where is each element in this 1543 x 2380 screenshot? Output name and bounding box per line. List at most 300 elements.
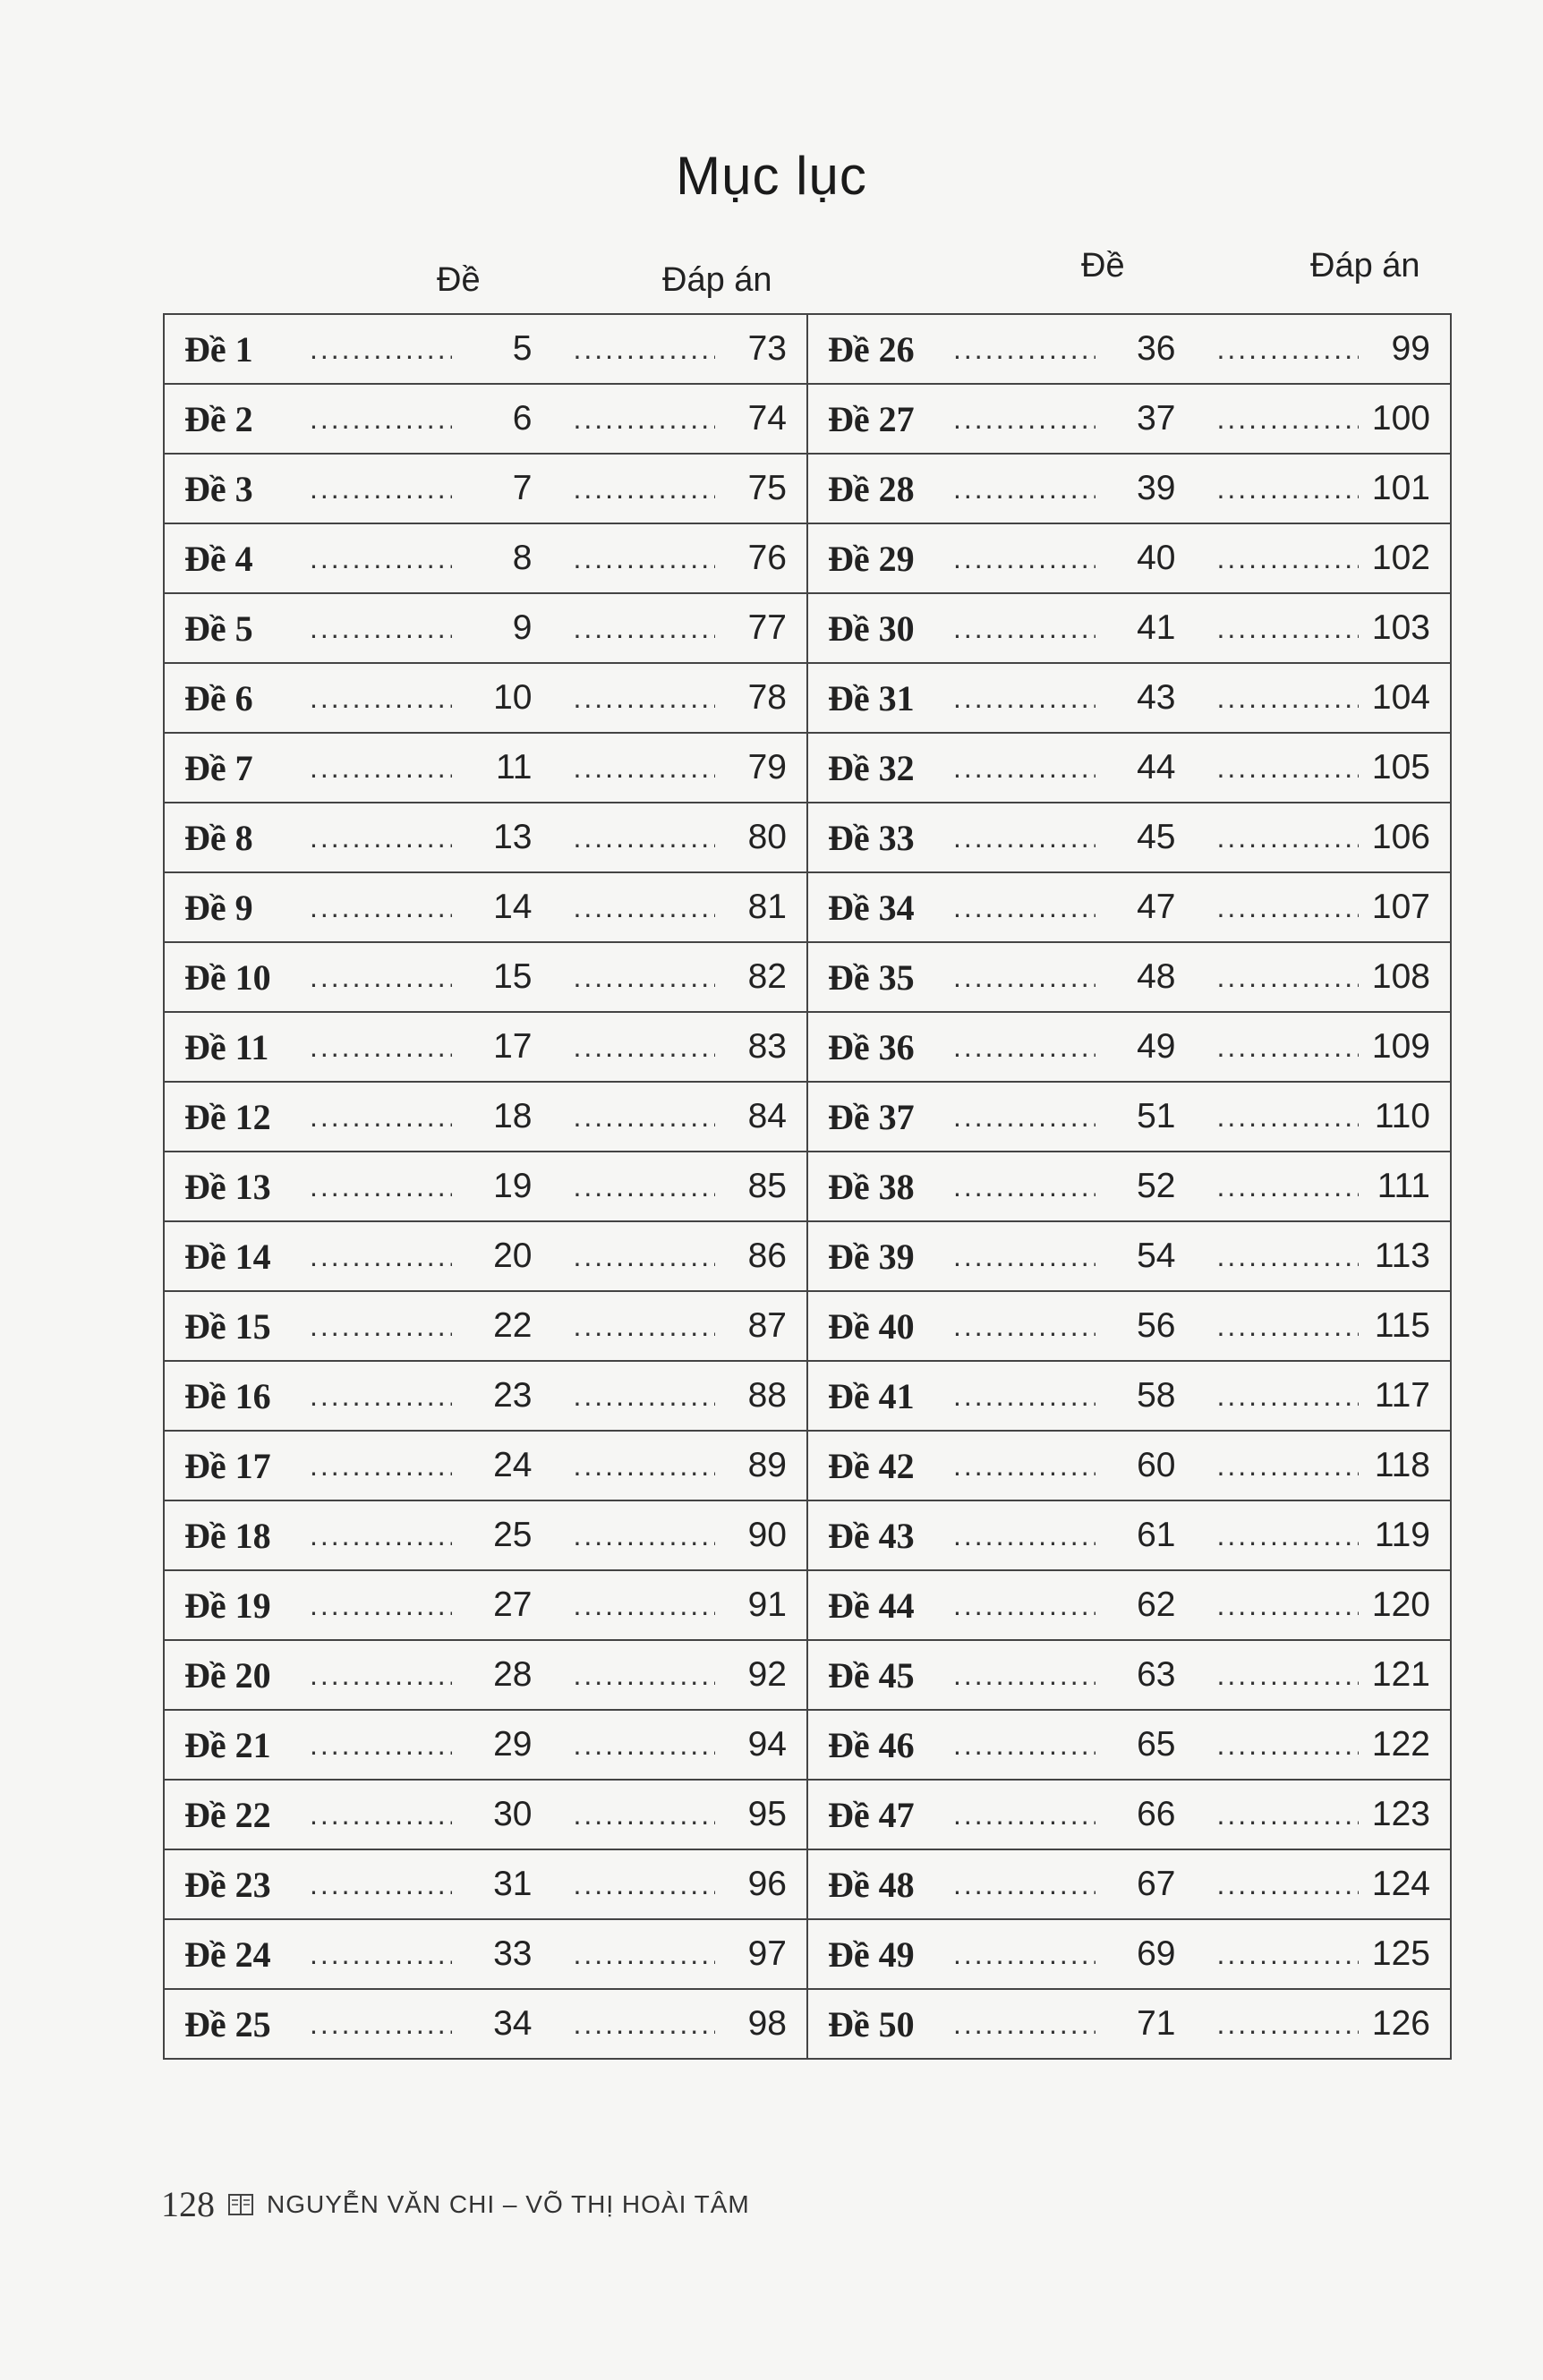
leader-dots (310, 612, 452, 645)
toc-cell-left (164, 803, 807, 872)
toc-entry (828, 398, 1430, 440)
entry-page: 20 (493, 1237, 533, 1275)
leader-dots (1217, 1798, 1360, 1832)
entry-page: 6 (512, 399, 533, 438)
table-row (164, 1431, 1451, 1500)
toc-cell-left (164, 1152, 807, 1221)
entry-page: 24 (493, 1446, 533, 1484)
toc-cell-right (807, 593, 1451, 663)
leader-dots (953, 542, 1095, 575)
toc-entry (184, 956, 787, 999)
page-title: Mục lục (676, 146, 867, 206)
toc-cell-left (164, 1570, 807, 1640)
toc-entry (828, 747, 1430, 789)
entry-page: 19 (493, 1167, 533, 1205)
toc-cell-right (807, 663, 1451, 733)
leader-dots (1217, 1170, 1360, 1203)
table-row (164, 1919, 1451, 1989)
toc-entry (828, 1934, 1430, 1976)
leader-dots (310, 1938, 452, 1971)
entry-answer-page: 122 (1371, 1725, 1430, 1764)
entry-page: 66 (1137, 1795, 1176, 1833)
entry-label: Đề 47 (828, 1794, 915, 1835)
leader-dots (310, 1449, 452, 1483)
leader-dots (574, 1170, 716, 1203)
leader-dots (310, 2008, 452, 2041)
entry-page: 39 (1137, 469, 1176, 507)
toc-entry (828, 956, 1430, 999)
leader-dots (574, 752, 716, 785)
leader-dots (574, 472, 716, 506)
entry-answer-page: 121 (1371, 1655, 1430, 1694)
table-row (164, 663, 1451, 733)
table-row (164, 1780, 1451, 1849)
leader-dots (310, 1310, 452, 1343)
entry-answer-page: 96 (747, 1865, 787, 1903)
toc-body (164, 314, 1451, 2059)
leader-dots (1217, 1240, 1360, 1273)
leader-dots (1217, 542, 1360, 575)
leader-dots (953, 472, 1095, 506)
leader-dots (310, 1868, 452, 1901)
entry-answer-page: 111 (1377, 1167, 1430, 1205)
entry-label: Đề 22 (184, 1794, 271, 1835)
entry-label: Đề 37 (828, 1096, 915, 1137)
entry-label: Đề 46 (828, 1724, 915, 1765)
entry-answer-page: 99 (1391, 329, 1430, 368)
entry-label: Đề 16 (184, 1375, 271, 1416)
leader-dots (1217, 821, 1360, 854)
toc-entry (184, 747, 787, 789)
entry-page: 41 (1137, 608, 1176, 647)
entry-label: Đề 15 (184, 1305, 271, 1347)
entry-label: Đề 11 (184, 1026, 269, 1067)
leader-dots (953, 333, 1095, 366)
entry-page: 30 (493, 1795, 533, 1833)
entry-label: Đề 43 (828, 1515, 915, 1556)
toc-entry (184, 1585, 787, 1627)
toc-entry (184, 608, 787, 650)
toc-entry (184, 1934, 787, 1976)
entry-label: Đề 31 (828, 677, 915, 718)
book-icon (227, 2191, 254, 2218)
entry-answer-page: 90 (747, 1516, 787, 1554)
table-row (164, 523, 1451, 593)
toc-cell-left (164, 1221, 807, 1291)
leader-dots (953, 1868, 1095, 1901)
entry-label: Đề 3 (184, 468, 253, 509)
entry-answer-page: 124 (1371, 1865, 1430, 1903)
entry-answer-page: 118 (1374, 1446, 1430, 1484)
leader-dots (310, 1380, 452, 1413)
entry-page: 67 (1137, 1865, 1176, 1903)
table-row (164, 1989, 1451, 2059)
leader-dots (953, 1101, 1095, 1134)
toc-cell-right (807, 872, 1451, 942)
table-row (164, 1500, 1451, 1570)
leader-dots (953, 821, 1095, 854)
entry-page: 43 (1137, 678, 1176, 717)
toc-entry (828, 1445, 1430, 1487)
entry-answer-page: 107 (1371, 888, 1430, 926)
toc-cell-right (807, 1221, 1451, 1291)
entry-label: Đề 7 (184, 747, 253, 788)
entry-answer-page: 76 (747, 539, 787, 577)
leader-dots (310, 1170, 452, 1203)
leader-dots (574, 682, 716, 715)
leader-dots (953, 612, 1095, 645)
toc-entry (184, 1654, 787, 1696)
toc-entry (184, 1236, 787, 1278)
entry-page: 18 (493, 1097, 533, 1135)
entry-page: 10 (493, 678, 533, 717)
leader-dots (953, 1380, 1095, 1413)
entry-answer-page: 106 (1371, 818, 1430, 856)
entry-page: 45 (1137, 818, 1176, 856)
toc-entry (828, 1654, 1430, 1696)
table-row (164, 733, 1451, 803)
entry-answer-page: 84 (747, 1097, 787, 1135)
toc-entry (828, 817, 1430, 859)
entry-answer-page: 94 (747, 1725, 787, 1764)
entry-page: 7 (512, 469, 533, 507)
toc-entry (828, 328, 1430, 370)
table-row (164, 1849, 1451, 1919)
toc-cell-left (164, 1640, 807, 1710)
toc-cell-left (164, 1849, 807, 1919)
leader-dots (574, 1589, 716, 1622)
leader-dots (1217, 472, 1360, 506)
entry-page: 62 (1137, 1585, 1176, 1624)
entry-page: 65 (1137, 1725, 1176, 1764)
leader-dots (953, 403, 1095, 436)
toc-entry (828, 1724, 1430, 1766)
leader-dots (310, 1031, 452, 1064)
leader-dots (1217, 682, 1360, 715)
leader-dots (1217, 1729, 1360, 1762)
entry-page: 25 (493, 1516, 533, 1554)
entry-answer-page: 119 (1374, 1516, 1430, 1554)
entry-answer-page: 109 (1371, 1027, 1430, 1066)
entry-page: 61 (1137, 1516, 1176, 1554)
leader-dots (574, 612, 716, 645)
entry-answer-page: 74 (747, 399, 787, 438)
entry-page: 58 (1137, 1376, 1176, 1415)
table-row (164, 1152, 1451, 1221)
entry-page: 28 (493, 1655, 533, 1694)
leader-dots (574, 1310, 716, 1343)
authors: NGUYỄN VĂN CHI – VÕ THỊ HOÀI TÂM (267, 2189, 750, 2218)
entry-label: Đề 35 (828, 956, 915, 998)
toc-cell-left (164, 872, 807, 942)
entry-answer-page: 103 (1371, 608, 1430, 647)
toc-cell-left (164, 314, 807, 384)
leader-dots (574, 1031, 716, 1064)
toc-cell-right (807, 454, 1451, 523)
entry-page: 40 (1137, 539, 1176, 577)
page-number: 128 (161, 2184, 215, 2224)
toc-cell-left (164, 1989, 807, 2059)
toc-cell-left (164, 1780, 807, 1849)
leader-dots (574, 1938, 716, 1971)
toc-entry (184, 1375, 787, 1417)
entry-answer-page: 86 (747, 1237, 787, 1275)
leader-dots (953, 1170, 1095, 1203)
entry-label: Đề 5 (184, 608, 253, 649)
page-footer (161, 2183, 750, 2225)
entry-answer-page: 92 (747, 1655, 787, 1694)
toc-entry (184, 1724, 787, 1766)
leader-dots (574, 961, 716, 994)
toc-cell-right (807, 733, 1451, 803)
toc-cell-left (164, 523, 807, 593)
header-de-right: Đề (1081, 247, 1125, 285)
toc-entry (184, 1445, 787, 1487)
entry-label: Đề 12 (184, 1096, 271, 1137)
leader-dots (1217, 1519, 1360, 1552)
leader-dots (310, 1659, 452, 1692)
leader-dots (953, 1240, 1095, 1273)
entry-page: 29 (493, 1725, 533, 1764)
leader-dots (953, 1729, 1095, 1762)
entry-page: 54 (1137, 1237, 1176, 1275)
toc-cell-left (164, 454, 807, 523)
entry-answer-page: 88 (747, 1376, 787, 1415)
entry-answer-page: 102 (1371, 539, 1430, 577)
toc-cell-left (164, 1291, 807, 1361)
leader-dots (953, 682, 1095, 715)
entry-page: 31 (493, 1865, 533, 1903)
toc-entry (184, 1166, 787, 1208)
toc-cell-left (164, 1082, 807, 1152)
toc-cell-left (164, 942, 807, 1012)
leader-dots (574, 1240, 716, 1273)
toc-cell-right (807, 942, 1451, 1012)
entry-answer-page: 98 (747, 2004, 787, 2043)
entry-page: 5 (512, 329, 533, 368)
header-dap-an-right: Đáp án (1310, 247, 1420, 285)
entry-label: Đề 45 (828, 1654, 915, 1696)
entry-page: 34 (493, 2004, 533, 2043)
toc-entry (184, 2003, 787, 2045)
entry-answer-page: 95 (747, 1795, 787, 1833)
toc-entry (828, 1166, 1430, 1208)
leader-dots (574, 1380, 716, 1413)
leader-dots (310, 682, 452, 715)
leader-dots (953, 1798, 1095, 1832)
leader-dots (574, 333, 716, 366)
toc-cell-right (807, 1082, 1451, 1152)
leader-dots (1217, 1659, 1360, 1692)
table-row (164, 314, 1451, 384)
entry-answer-page: 78 (747, 678, 787, 717)
toc-cell-left (164, 593, 807, 663)
entry-label: Đề 29 (828, 538, 915, 579)
entry-page: 8 (512, 539, 533, 577)
toc-cell-right (807, 1291, 1451, 1361)
toc-cell-left (164, 1919, 807, 1989)
toc-cell-left (164, 1710, 807, 1780)
entry-answer-page: 100 (1371, 399, 1430, 438)
leader-dots (310, 891, 452, 924)
toc-entry (828, 1515, 1430, 1557)
leader-dots (1217, 1101, 1360, 1134)
entry-answer-page: 85 (747, 1167, 787, 1205)
leader-dots (953, 1031, 1095, 1064)
leader-dots (1217, 961, 1360, 994)
entry-page: 27 (493, 1585, 533, 1624)
entry-page: 22 (493, 1306, 533, 1345)
entry-answer-page: 104 (1371, 678, 1430, 717)
entry-answer-page: 79 (747, 748, 787, 786)
entry-answer-page: 81 (747, 888, 787, 926)
leader-dots (574, 1449, 716, 1483)
leader-dots (1217, 1938, 1360, 1971)
toc-cell-left (164, 1361, 807, 1431)
entry-page: 14 (493, 888, 533, 926)
toc-cell-left (164, 384, 807, 454)
entry-answer-page: 97 (747, 1934, 787, 1973)
leader-dots (310, 1240, 452, 1273)
toc-cell-right (807, 1012, 1451, 1082)
entry-answer-page: 101 (1371, 469, 1430, 507)
toc-entry (184, 1515, 787, 1557)
entry-answer-page: 115 (1374, 1306, 1430, 1345)
toc-entry (828, 677, 1430, 719)
entry-label: Đề 4 (184, 538, 253, 579)
entry-label: Đề 8 (184, 817, 253, 858)
entry-answer-page: 77 (747, 608, 787, 647)
toc-cell-right (807, 1780, 1451, 1849)
leader-dots (953, 1449, 1095, 1483)
toc-entry (184, 817, 787, 859)
header-dap-an-left: Đáp án (662, 261, 772, 299)
leader-dots (1217, 1310, 1360, 1343)
toc-cell-left (164, 1500, 807, 1570)
leader-dots (1217, 1031, 1360, 1064)
leader-dots (953, 891, 1095, 924)
toc-entry (184, 538, 787, 580)
leader-dots (1217, 891, 1360, 924)
leader-dots (1217, 1380, 1360, 1413)
toc-entry (184, 468, 787, 510)
entry-answer-page: 117 (1374, 1376, 1430, 1415)
entry-page: 11 (496, 748, 533, 786)
leader-dots (1217, 1589, 1360, 1622)
toc-entry (828, 608, 1430, 650)
table-row (164, 1710, 1451, 1780)
table-row (164, 1291, 1451, 1361)
toc-cell-left (164, 663, 807, 733)
toc-entry (828, 1026, 1430, 1068)
table-row (164, 384, 1451, 454)
entry-answer-page: 75 (747, 469, 787, 507)
leader-dots (310, 961, 452, 994)
entry-label: Đề 28 (828, 468, 915, 509)
leader-dots (574, 1519, 716, 1552)
entry-label: Đề 26 (828, 328, 915, 370)
leader-dots (574, 1798, 716, 1832)
entry-answer-page: 82 (747, 957, 787, 996)
entry-answer-page: 123 (1371, 1795, 1430, 1833)
entry-answer-page: 113 (1374, 1237, 1430, 1275)
leader-dots (1217, 1449, 1360, 1483)
leader-dots (310, 1729, 452, 1762)
toc-cell-right (807, 523, 1451, 593)
toc-cell-right (807, 384, 1451, 454)
toc-entry (828, 1864, 1430, 1906)
entry-label: Đề 10 (184, 956, 271, 998)
entry-label: Đề 42 (828, 1445, 915, 1486)
leader-dots (310, 1519, 452, 1552)
entry-label: Đề 17 (184, 1445, 271, 1486)
toc-entry (828, 887, 1430, 929)
leader-dots (953, 1589, 1095, 1622)
entry-page: 56 (1137, 1306, 1176, 1345)
entry-label: Đề 24 (184, 1934, 271, 1975)
toc-entry (184, 1794, 787, 1836)
toc-cell-right (807, 1361, 1451, 1431)
leader-dots (953, 1659, 1095, 1692)
leader-dots (953, 961, 1095, 994)
entry-label: Đề 19 (184, 1585, 271, 1626)
leader-dots (953, 1519, 1095, 1552)
entry-answer-page: 91 (747, 1585, 787, 1624)
entry-page: 13 (493, 818, 533, 856)
entry-page: 36 (1137, 329, 1176, 368)
toc-entry (828, 1305, 1430, 1347)
toc-entry (184, 1096, 787, 1138)
leader-dots (574, 403, 716, 436)
entry-label: Đề 14 (184, 1236, 271, 1277)
entry-page: 47 (1137, 888, 1176, 926)
leader-dots (574, 2008, 716, 2041)
leader-dots (574, 891, 716, 924)
entry-page: 37 (1137, 399, 1176, 438)
entry-answer-page: 126 (1371, 2004, 1430, 2043)
toc-cell-right (807, 1849, 1451, 1919)
entry-label: Đề 50 (828, 2003, 915, 2044)
entry-answer-page: 87 (747, 1306, 787, 1345)
leader-dots (310, 752, 452, 785)
toc-cell-right (807, 1570, 1451, 1640)
toc-cell-right (807, 314, 1451, 384)
table-row (164, 872, 1451, 942)
leader-dots (310, 472, 452, 506)
entry-label: Đề 21 (184, 1724, 271, 1765)
entry-page: 15 (493, 957, 533, 996)
table-row (164, 1012, 1451, 1082)
leader-dots (1217, 1868, 1360, 1901)
entry-label: Đề 18 (184, 1515, 271, 1556)
leader-dots (310, 333, 452, 366)
entry-label: Đề 20 (184, 1654, 271, 1696)
table-row (164, 942, 1451, 1012)
toc-entry (184, 328, 787, 370)
leader-dots (953, 1938, 1095, 1971)
entry-page: 44 (1137, 748, 1176, 786)
leader-dots (1217, 333, 1360, 366)
entry-label: Đề 34 (828, 887, 915, 928)
entry-label: Đề 44 (828, 1585, 915, 1626)
toc-cell-right (807, 1152, 1451, 1221)
leader-dots (310, 821, 452, 854)
entry-answer-page: 110 (1374, 1097, 1430, 1135)
table-row (164, 593, 1451, 663)
leader-dots (310, 1798, 452, 1832)
entry-page: 17 (493, 1027, 533, 1066)
entry-answer-page: 83 (747, 1027, 787, 1066)
